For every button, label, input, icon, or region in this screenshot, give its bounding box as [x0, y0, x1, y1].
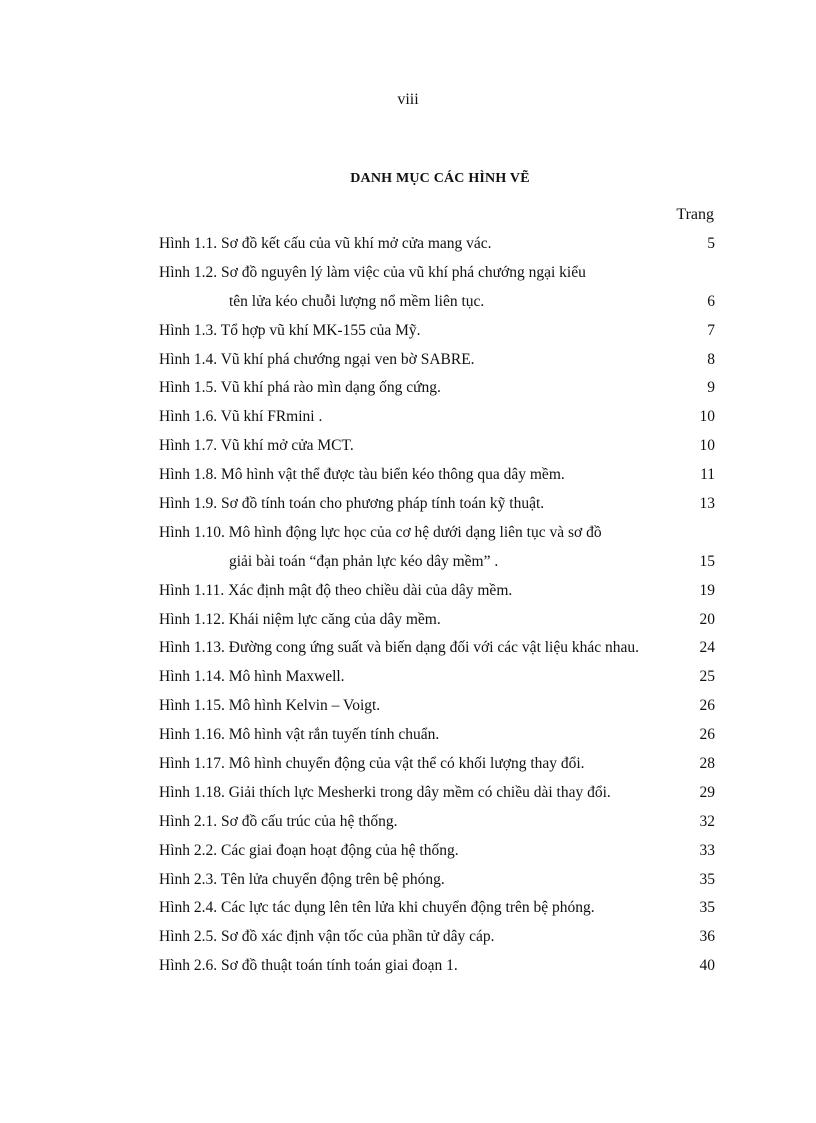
figure-caption: Hình 1.4. Vũ khí phá chướng ngại ven bờ SABRE.: [159, 350, 475, 368]
figure-entry: [159, 898, 715, 918]
figure-entry-line: [159, 263, 715, 283]
figure-entry: [159, 234, 715, 254]
figure-entry: [159, 581, 715, 601]
figure-entry-line: [159, 812, 715, 832]
figure-page-number: 19: [699, 581, 715, 599]
figure-caption: Hình 1.2. Sơ đồ nguyên lý làm việc của vũ khí phá chướng ngại kiểu: [159, 263, 586, 281]
figure-page-number: 26: [699, 697, 715, 715]
figure-caption: Hình 1.3. Tổ hợp vũ khí MK-155 của Mỹ.: [159, 321, 421, 339]
figure-page-number: 8: [707, 350, 715, 368]
figure-page-number: 15: [699, 552, 715, 570]
figure-caption: Hình 2.2. Các giai đoạn hoạt động của hệ thống.: [159, 841, 459, 859]
figure-entry: [159, 436, 715, 456]
figure-caption: Hình 2.1. Sơ đồ cấu trúc của hệ thống.: [159, 812, 398, 830]
figure-page-number: 7: [707, 321, 715, 339]
figure-entry-line: [159, 407, 715, 427]
figure-entry: [159, 523, 715, 572]
figure-entry-line: [159, 350, 715, 370]
figure-page-number: 13: [699, 495, 715, 513]
figure-entry-line: [159, 870, 715, 890]
figure-caption: tên lửa kéo chuỗi lượng nổ mềm liên tục.: [229, 292, 485, 310]
figure-entry: [159, 321, 715, 341]
figure-entry-line: [159, 725, 715, 745]
figure-entry: [159, 610, 715, 630]
figure-caption: Hình 1.14. Mô hình Maxwell.: [159, 668, 345, 686]
figure-entry-line: [159, 378, 715, 398]
figure-page-number: 32: [699, 812, 715, 830]
figure-entry: [159, 870, 715, 890]
figure-caption: Hình 1.10. Mô hình động lực học của cơ hệ dưới dạng liên tục và sơ đồ: [159, 523, 602, 541]
page-number: viii: [397, 91, 419, 108]
figure-page-number: 26: [699, 726, 715, 744]
figure-page-number: 33: [699, 841, 715, 859]
figure-entry-line: [159, 494, 715, 514]
figure-entry: [159, 812, 715, 832]
figure-caption: Hình 1.11. Xác định mật độ theo chiều dài của dây mềm.: [159, 581, 513, 599]
figure-entry-line: [159, 783, 715, 803]
figure-caption: Hình 1.16. Mô hình vật rắn tuyến tính chuẩn.: [159, 726, 440, 744]
figure-entry: [159, 783, 715, 803]
figure-page-number: 28: [699, 755, 715, 773]
figure-page-number: 10: [699, 437, 715, 455]
page-column-header: Trang: [676, 206, 714, 223]
figure-page-number: 35: [699, 870, 715, 888]
figure-page-number: 5: [707, 235, 715, 252]
figure-entry-line: [159, 696, 715, 716]
figure-entry: [159, 638, 715, 658]
figure-caption: Hình 1.1. Sơ đồ kết cấu của vũ khí mở cửa mang vác.: [159, 235, 492, 252]
figure-caption: Hình 1.13. Đường cong ứng suất và biến dạng đối với các vật liệu khác nhau.: [159, 639, 640, 657]
figure-caption: Hình 1.5. Vũ khí phá rào mìn dạng ống cứng.: [159, 379, 441, 397]
figure-page-number: 10: [699, 408, 715, 426]
figure-entry-line: [159, 754, 715, 774]
figure-entry: [159, 754, 715, 774]
figure-entry: [159, 350, 715, 370]
figure-entry-line: [159, 667, 715, 687]
figure-entry-line: [159, 841, 715, 861]
figure-caption: Hình 1.15. Mô hình Kelvin – Voigt.: [159, 697, 381, 715]
figure-entry-line: [159, 234, 715, 254]
figure-entry: [159, 956, 715, 976]
figure-caption: Hình 1.9. Sơ đồ tính toán cho phương pháp tính toán kỹ thuật.: [159, 495, 545, 513]
figure-caption: Hình 1.6. Vũ khí FRmini .: [159, 408, 323, 426]
figure-entry-continuation: [159, 552, 715, 572]
figure-page-number: 36: [699, 928, 715, 946]
figure-list: [159, 234, 715, 985]
figure-page-number: 29: [699, 783, 715, 801]
figure-caption: Hình 2.3. Tên lửa chuyển động trên bệ phóng.: [159, 870, 445, 888]
figure-entry-line: [159, 321, 715, 341]
figure-page-number: 40: [699, 957, 715, 975]
figure-entry: [159, 696, 715, 716]
figure-entry-line: [159, 927, 715, 947]
figure-entry-continuation: [159, 292, 715, 312]
figure-entry: [159, 725, 715, 745]
figure-page-number: 35: [699, 899, 715, 917]
figure-caption: Hình 1.17. Mô hình chuyển động của vật thể có khối lượng thay đổi.: [159, 755, 585, 773]
figure-page-number: 6: [707, 292, 715, 310]
figure-entry: [159, 407, 715, 427]
figure-entry-line: [159, 898, 715, 918]
figure-page-number: 24: [699, 639, 715, 657]
figure-page-number: 25: [699, 668, 715, 686]
figure-entry: [159, 378, 715, 398]
figure-entry-line: [159, 465, 715, 485]
page-title: DANH MỤC CÁC HÌNH VẼ: [350, 171, 530, 186]
figure-entry: [159, 927, 715, 947]
figure-entry-line: [159, 581, 715, 601]
figure-caption: Hình 1.18. Giải thích lực Mesherki trong dây mềm có chiều dài thay đổi.: [159, 783, 611, 801]
figure-entry: [159, 263, 715, 312]
figure-caption: Hình 2.6. Sơ đồ thuật toán tính toán giai đoạn 1.: [159, 957, 458, 975]
figure-caption: Hình 2.4. Các lực tác dụng lên tên lửa khi chuyển động trên bệ phóng.: [159, 899, 595, 917]
figure-entry: [159, 465, 715, 485]
figure-entry: [159, 494, 715, 514]
figure-entry-line: [159, 610, 715, 630]
figure-entry: [159, 667, 715, 687]
figure-page-number: 11: [700, 466, 715, 484]
figure-entry-line: [159, 523, 715, 543]
figure-entry: [159, 841, 715, 861]
figure-entry-line: [159, 956, 715, 976]
figure-entry-line: [159, 638, 715, 658]
figure-caption: Hình 1.8. Mô hình vật thể được tàu biển kéo thông qua dây mềm.: [159, 466, 565, 484]
figure-caption: Hình 2.5. Sơ đồ xác định vận tốc của phần tử dây cáp.: [159, 928, 495, 946]
figure-caption: Hình 1.12. Khái niệm lực căng của dây mềm.: [159, 610, 441, 628]
figure-entry-line: [159, 436, 715, 456]
figure-caption: giải bài toán “đạn phản lực kéo dây mềm” .: [229, 552, 499, 570]
figure-page-number: 20: [699, 610, 715, 628]
figure-page-number: 9: [707, 379, 715, 397]
figure-caption: Hình 1.7. Vũ khí mở cửa MCT.: [159, 437, 354, 455]
